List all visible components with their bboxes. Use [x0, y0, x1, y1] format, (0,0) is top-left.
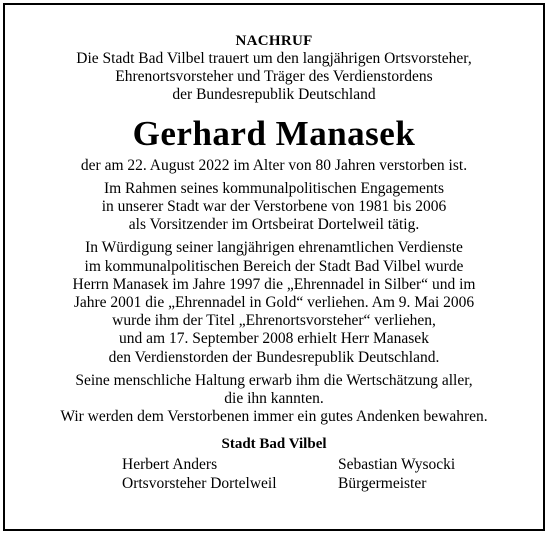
obituary-border	[3, 3, 545, 531]
engagement-paragraph	[5, 180, 543, 235]
engagement-line: in unserer Stadt war der Verstorbene von 1981 bis 2006	[101, 198, 447, 216]
obituary-notice	[5, 5, 543, 495]
tribute-line: die ihn kannten.	[224, 390, 324, 408]
honors-line: den Verdienstorden der Bundesrepublik Deutschland.	[108, 348, 440, 366]
signatory-title: Ortsvorsteher Dortelweil	[122, 475, 277, 493]
tribute-line: Seine menschliche Haltung erwarb ihm die Wertschätzung aller,	[75, 371, 473, 389]
closing-organization: Stadt Bad Vilbel	[221, 436, 327, 453]
death-paragraph	[5, 157, 543, 175]
honors-line: im kommunalpolitischen Bereich der Stadt Bad Vilbel wurde	[84, 257, 464, 275]
honors-line: Herrn Manasek im Jahre 1997 die „Ehrennadel in Silber“ und im	[72, 275, 476, 293]
deceased-name: Gerhard Manasek	[132, 113, 416, 153]
death-line: der am 22. August 2022 im Alter von 80 Jahren verstorben ist.	[80, 156, 468, 174]
engagement-line: als Vorsitzender im Ortsbeirat Dortelweil tätig.	[128, 216, 420, 234]
notice-heading: NACHRUF	[235, 33, 313, 49]
intro-paragraph	[5, 50, 543, 105]
tribute-paragraph	[5, 372, 543, 427]
intro-line: der Bundesrepublik Deutschland	[172, 86, 376, 104]
intro-line: Die Stadt Bad Vilbel trauert um den langjährigen Ortsvorsteher,	[76, 50, 472, 67]
intro-line: Ehrenortsvorsteher und Träger des Verdienstordens	[115, 68, 433, 86]
honors-line: In Würdigung seiner langjährigen ehrenamtlichen Verdienste	[85, 239, 463, 257]
honors-paragraph	[5, 239, 543, 366]
signature-block	[5, 455, 543, 495]
engagement-line: Im Rahmen seines kommunalpolitischen Engagements	[103, 179, 445, 197]
honors-line: wurde ihm der Titel „Ehrenortsvorsteher“ verliehen,	[112, 312, 436, 330]
tribute-line: Wir werden dem Verstorbenen immer ein gutes Andenken bewahren.	[60, 408, 488, 426]
signatory-title: Bürgermeister	[338, 475, 427, 493]
signatory-left	[122, 455, 277, 493]
honors-line: und am 17. September 2008 erhielt Herr Manasek	[119, 330, 429, 348]
honors-line: Jahre 2001 die „Ehrennadel in Gold“ verliehen. Am 9. Mai 2006	[73, 294, 475, 312]
signatory-name: Herbert Anders	[122, 456, 218, 474]
signatory-right	[338, 455, 455, 493]
signatory-name: Sebastian Wysocki	[338, 456, 456, 474]
